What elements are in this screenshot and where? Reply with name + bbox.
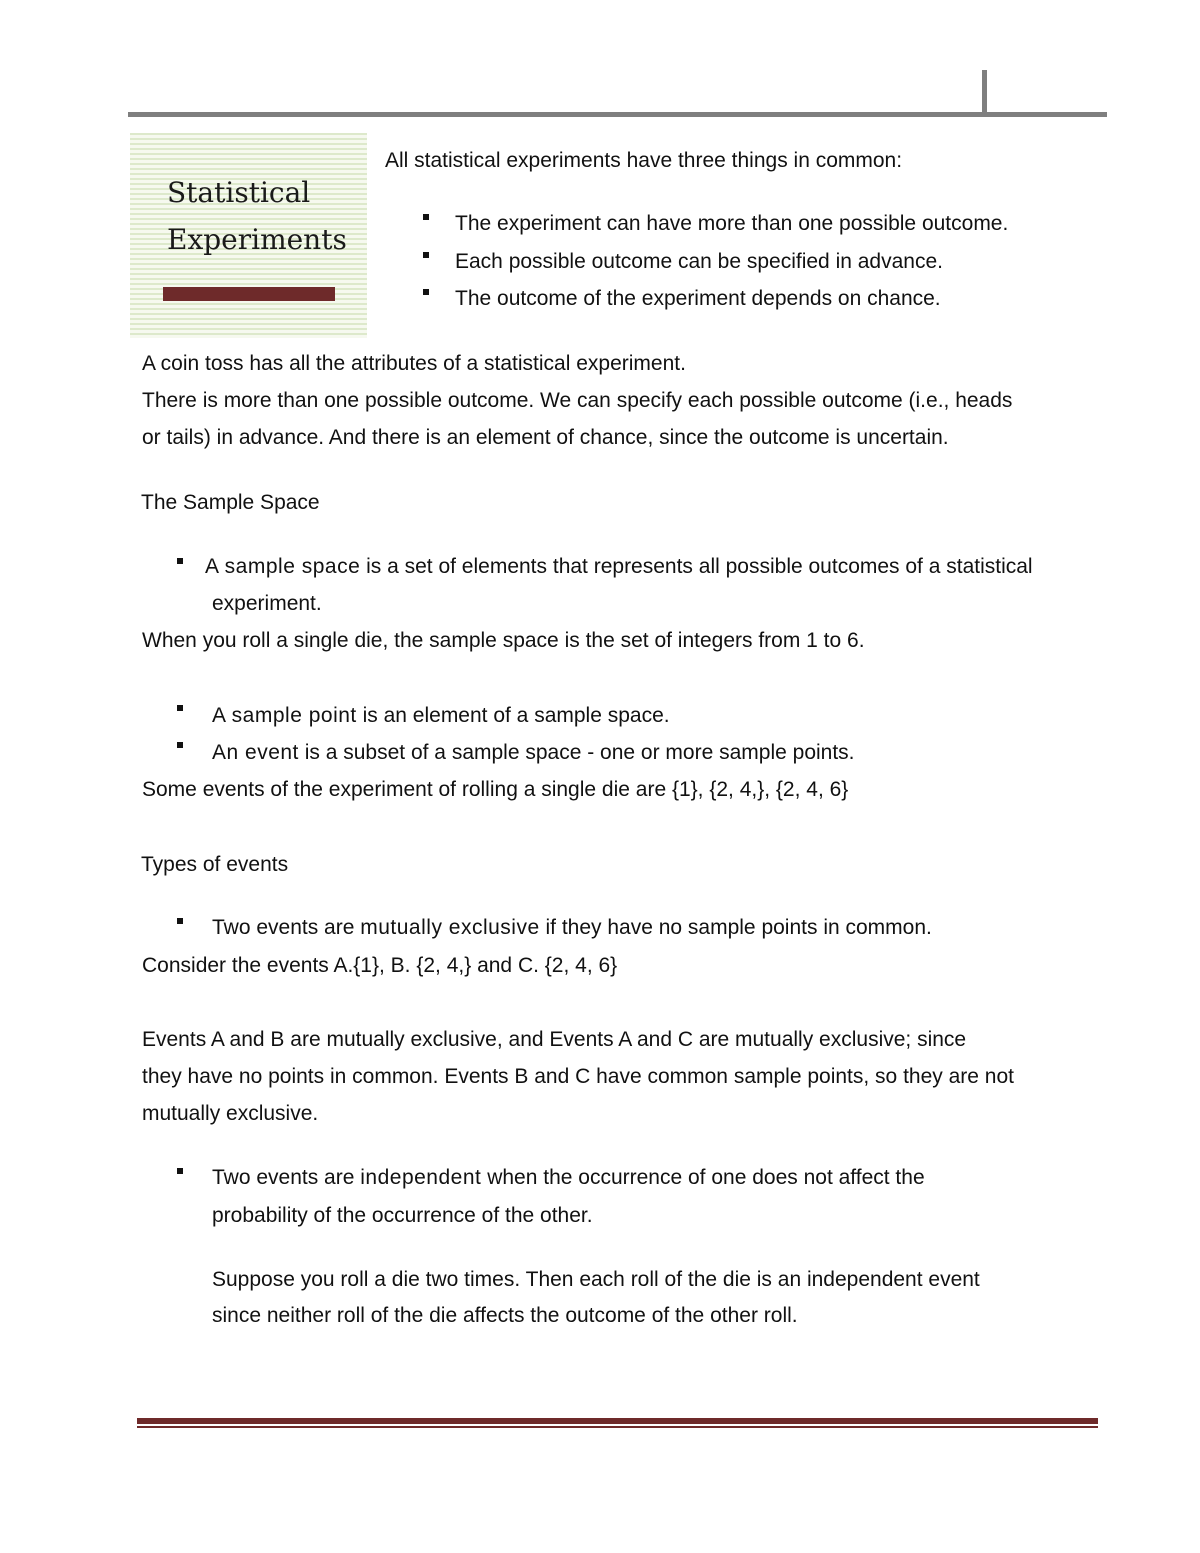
sample-point-bullet (212, 697, 670, 734)
intro-bullet-1: The experiment can have more than one possible outcome. (455, 212, 1009, 235)
footer-rule (137, 1418, 1098, 1424)
independent-pre: Two events are (212, 1166, 361, 1189)
coin-line-2: There is more than one possible outcome. We can specify each possible outcome (i.e., heads (142, 389, 1013, 412)
term-sample-point: A sample point (212, 704, 357, 727)
term-mutually-exclusive: mutually exclusive (360, 916, 540, 939)
intro-bullet-2: Each possible outcome can be specified in advance. (455, 250, 943, 273)
sample-space-bullet-1-rest: is a set of elements that represents all possible outcomes of a statistical (360, 555, 1033, 578)
event-bullet (212, 734, 855, 771)
intro-heading: All statistical experiments have three things in common: (385, 149, 903, 172)
independent-rest: when the occurrence of one does not affect the (481, 1166, 925, 1189)
header-rule (128, 112, 1107, 117)
sample-space-bullet-1-cont: experiment. (212, 592, 322, 615)
suppose-line-2: since neither roll of the die affects the outcome of the other roll. (212, 1304, 798, 1327)
sample-point-rest: is an element of a sample space. (356, 704, 670, 727)
term-event: An event (212, 741, 299, 764)
mutually-exclusive-rest: if they have no sample points in common. (539, 916, 932, 939)
bullet-icon (423, 214, 429, 220)
bullet-icon (177, 1168, 183, 1174)
event-rest: is a subset of a sample space - one or more sample points. (298, 741, 855, 764)
mutually-exclusive-pre: Two events are (212, 916, 361, 939)
bullet-icon (423, 252, 429, 258)
independent-bullet-cont: probability of the occurrence of the other. (212, 1204, 593, 1227)
die-line: When you roll a single die, the sample space is the set of integers from 1 to 6. (142, 629, 865, 652)
bullet-icon (177, 918, 183, 924)
exclusive-para-line-3: mutually exclusive. (142, 1102, 319, 1125)
coin-line-1: A coin toss has all the attributes of a statistical experiment. (142, 352, 686, 375)
bullet-icon (177, 705, 183, 711)
mutually-exclusive-bullet (212, 909, 932, 946)
term-independent: independent (360, 1166, 482, 1189)
coin-line-3: or tails) in advance. And there is an element of chance, since the outcome is uncertain. (142, 426, 949, 449)
sidebar-accent-bar (163, 287, 335, 301)
types-heading: Types of events (141, 853, 289, 876)
events-line: Some events of the experiment of rolling a single die are {1}, {2, 4,}, {2, 4, 6} (142, 778, 849, 801)
sidebar-title-line1: Statistical (167, 176, 311, 209)
bullet-icon (177, 742, 183, 748)
exclusive-para-line-2: they have no points in common. Events B and C have common sample points, so they are not (142, 1065, 1014, 1088)
bullet-icon (423, 289, 429, 295)
consider-line: Consider the events A.{1}, B. {2, 4,} and C. {2, 4, 6} (142, 954, 618, 977)
header-tick (982, 70, 987, 115)
sample-space-heading: The Sample Space (141, 491, 320, 514)
sample-space-bullet-1 (205, 548, 1033, 585)
term-sample-space: A sample space (205, 555, 361, 578)
sidebar-title-line2: Experiments (167, 223, 347, 256)
footer-rule-thin (137, 1426, 1098, 1428)
independent-bullet (212, 1159, 925, 1196)
exclusive-para-line-1: Events A and B are mutually exclusive, and Events A and C are mutually exclusive; since (142, 1028, 967, 1051)
suppose-line-1: Suppose you roll a die two times. Then each roll of the die is an independent event (212, 1268, 980, 1291)
intro-bullet-3: The outcome of the experiment depends on chance. (455, 287, 941, 310)
sidebar-box (130, 133, 367, 338)
sidebar-title (167, 169, 357, 263)
bullet-icon (177, 558, 183, 564)
